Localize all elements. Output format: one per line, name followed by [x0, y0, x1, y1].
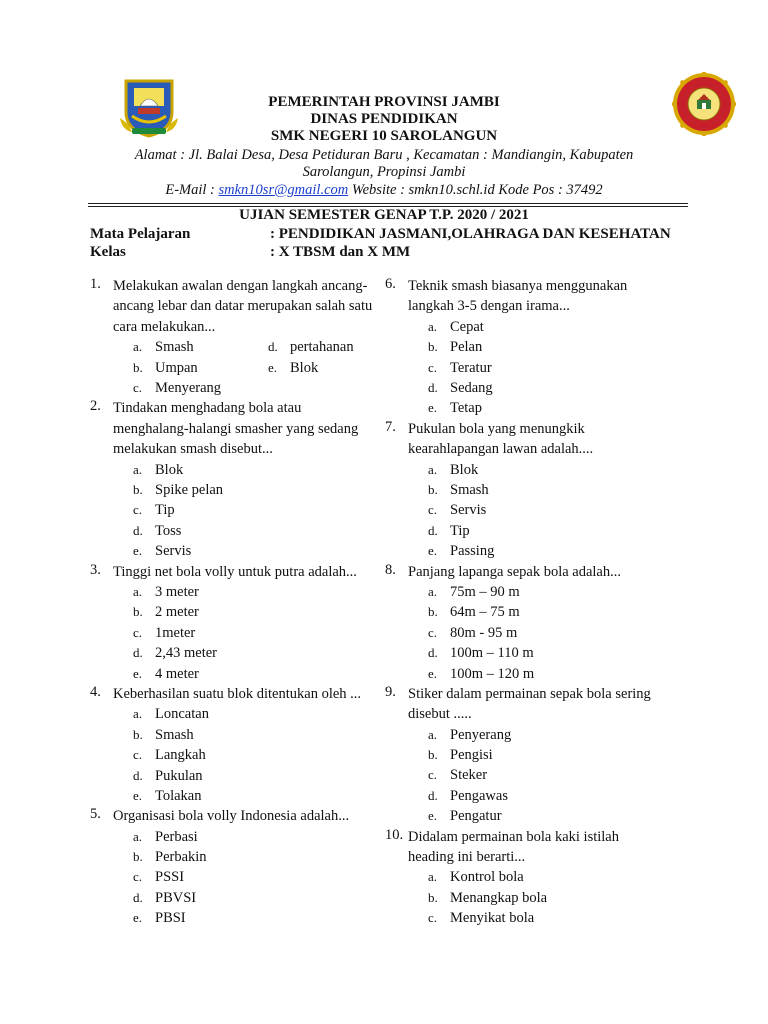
answer-option	[133, 908, 390, 928]
question-item	[385, 419, 685, 562]
option-text: Loncatan	[155, 706, 209, 723]
answer-option	[133, 521, 390, 541]
class-value: : X TBSM dan X MM	[270, 244, 411, 260]
email-label: E-Mail :	[165, 182, 219, 198]
option-letter: c.	[428, 767, 438, 783]
answer-option	[428, 908, 685, 928]
answer-option	[133, 480, 390, 500]
answer-option	[133, 827, 390, 847]
option-letter: b.	[428, 604, 438, 620]
header-contact-line	[100, 182, 668, 199]
question-item	[385, 827, 685, 929]
answer-option	[133, 664, 390, 684]
question-text	[408, 684, 685, 725]
option-text: Tolakan	[155, 787, 202, 804]
option-letter: a.	[428, 461, 438, 477]
question-text-line: Organisasi bola volly Indonesia adalah...	[113, 808, 350, 825]
header-line-department: DINAS PENDIDIKAN	[310, 111, 458, 127]
answer-options	[133, 460, 390, 562]
option-letter: b.	[133, 726, 143, 742]
subject-label: Mata Pelajaran	[90, 226, 191, 242]
question-text	[113, 562, 390, 582]
question-item	[385, 562, 685, 684]
question-number: 5.	[90, 806, 101, 823]
question-number: 7.	[385, 418, 396, 435]
option-letter: e.	[428, 808, 438, 824]
answer-option	[428, 867, 685, 887]
question-text-line: Tindakan menghadang bola atau	[113, 400, 302, 417]
option-letter: e.	[428, 400, 438, 416]
option-letter: a.	[428, 726, 438, 742]
option-text: Umpan	[155, 359, 198, 376]
question-text-line: Tinggi net bola volly untuk putra adalah...	[113, 563, 357, 580]
question-number: 3.	[90, 561, 101, 578]
answer-option	[133, 745, 390, 765]
question-text-line: menghalang-halangi smasher yang sedang	[113, 420, 359, 437]
option-text: Blok	[155, 461, 184, 478]
option-letter: d.	[133, 645, 143, 661]
option-letter: b.	[428, 889, 438, 905]
answer-option	[133, 786, 390, 806]
option-letter: c.	[133, 502, 143, 518]
question-item	[90, 398, 390, 561]
option-letter: a.	[428, 583, 438, 599]
option-text: 4 meter	[155, 665, 199, 682]
option-letter: a.	[133, 583, 143, 599]
option-text: Menangkap bola	[450, 889, 548, 906]
option-text: Pelan	[450, 339, 483, 356]
option-letter: e.	[133, 543, 143, 559]
option-text: 1meter	[155, 624, 196, 641]
option-letter: a.	[428, 869, 438, 885]
question-text-line: Stiker dalam permainan sepak bola sering	[408, 685, 651, 702]
option-text: Servis	[450, 502, 487, 519]
option-letter: a.	[133, 461, 143, 477]
answer-options	[133, 827, 390, 929]
option-letter: c.	[133, 380, 143, 395]
answer-option	[428, 337, 685, 357]
answer-option	[428, 888, 685, 908]
answer-option	[133, 358, 390, 378]
option-text: 2 meter	[155, 604, 199, 621]
option-text: Toss	[155, 522, 182, 539]
answer-option	[428, 623, 685, 643]
answer-option	[133, 867, 390, 887]
option-letter: d.	[428, 379, 438, 395]
option-letter: d.	[268, 339, 278, 355]
option-text: Tip	[155, 502, 175, 519]
question-text	[408, 827, 685, 868]
question-text-line: kearahlapangan lawan adalah....	[408, 441, 594, 458]
answer-option	[133, 500, 390, 520]
question-text-line: disebut .....	[408, 706, 472, 723]
answer-option	[133, 643, 390, 663]
answer-option	[428, 786, 685, 806]
option-letter: e.	[428, 665, 438, 681]
answer-option	[428, 745, 685, 765]
option-letter: a.	[133, 339, 143, 355]
answer-option	[428, 664, 685, 684]
exam-title: UJIAN SEMESTER GENAP T.P. 2020 / 2021	[239, 207, 529, 223]
option-text: Cepat	[450, 318, 484, 335]
option-text: Tip	[450, 522, 470, 539]
question-number: 1.	[90, 276, 101, 292]
option-text: pertahanan	[290, 339, 354, 356]
option-text: 75m – 90 m	[450, 583, 520, 600]
question-item	[385, 684, 685, 827]
answer-option	[133, 766, 390, 786]
option-letter: b.	[133, 482, 143, 497]
answer-option	[133, 337, 390, 357]
question-text-line: cara melakukan...	[113, 318, 216, 335]
header-line-government: PEMERINTAH PROVINSI JAMBI	[268, 94, 500, 110]
answer-option	[428, 500, 685, 520]
question-text-line: Melakukan awalan dengan langkah ancang-	[113, 278, 368, 294]
answer-options	[428, 725, 685, 827]
question-text-line: ancang lebar dan datar merupakan salah satu	[113, 298, 373, 315]
question-text	[408, 276, 685, 317]
option-text: PSSI	[155, 869, 185, 886]
option-letter: c.	[133, 624, 143, 640]
question-item	[90, 276, 390, 398]
option-text: Penyerang	[450, 726, 512, 743]
option-letter: d.	[428, 787, 438, 803]
option-letter: b.	[133, 359, 143, 375]
answer-option	[428, 765, 685, 785]
answer-option	[133, 602, 390, 622]
option-text: Kontrol bola	[450, 869, 524, 886]
answer-option	[133, 460, 390, 480]
answer-option	[133, 623, 390, 643]
option-letter: e.	[268, 359, 278, 375]
question-number: 2.	[90, 398, 101, 415]
question-text	[113, 276, 390, 337]
answer-option	[428, 643, 685, 663]
subject-row	[90, 226, 671, 243]
option-letter: e.	[133, 910, 143, 926]
option-letter: c.	[428, 359, 438, 375]
option-text: Smash	[155, 726, 194, 743]
question-text	[113, 398, 390, 459]
option-text: Blok	[450, 461, 479, 478]
option-letter: c.	[428, 502, 438, 518]
option-text: Sedang	[450, 379, 493, 396]
option-text: PBVSI	[155, 889, 197, 906]
question-number: 9.	[385, 683, 396, 700]
answer-option	[133, 582, 390, 602]
option-text: 80m - 95 m	[450, 624, 518, 641]
option-letter: e.	[428, 543, 438, 559]
option-text: Langkah	[155, 747, 206, 764]
option-letter: c.	[428, 624, 438, 640]
option-text: Pengisi	[450, 747, 493, 764]
question-number: 4.	[90, 683, 101, 700]
answer-option	[428, 317, 685, 337]
question-item	[90, 806, 390, 928]
option-text: Servis	[155, 543, 192, 560]
option-text: Pukulan	[155, 767, 203, 784]
questions-right-column	[385, 276, 685, 929]
option-letter: e.	[133, 787, 143, 803]
answer-options	[428, 582, 685, 684]
questions-left-column	[90, 276, 390, 929]
option-letter: a.	[133, 706, 143, 722]
question-text	[408, 562, 685, 582]
answer-options	[428, 317, 685, 419]
option-text: Passing	[450, 543, 495, 560]
answer-options	[133, 582, 390, 684]
option-text: Pengatur	[450, 808, 502, 825]
option-text: Tetap	[450, 400, 482, 417]
option-text: PBSI	[155, 910, 186, 927]
answer-option	[133, 725, 390, 745]
answer-options	[428, 867, 685, 928]
answer-option	[428, 602, 685, 622]
option-text: Perbasi	[155, 828, 198, 845]
option-letter: c.	[428, 910, 438, 926]
class-label: Kelas	[90, 244, 126, 260]
option-letter: b.	[133, 604, 143, 620]
option-text: Smash	[155, 339, 194, 356]
option-text: Smash	[450, 481, 489, 498]
option-text: Teratur	[450, 359, 492, 376]
option-text: Pengawas	[450, 787, 508, 804]
answer-option	[428, 725, 685, 745]
option-letter: d.	[133, 889, 143, 905]
option-text: Perbakin	[155, 849, 207, 866]
question-text-line: melakukan smash disebut...	[113, 441, 273, 458]
answer-option	[133, 378, 390, 398]
answer-option	[428, 582, 685, 602]
answer-options	[133, 337, 390, 398]
answer-options	[133, 704, 390, 806]
answer-option	[133, 541, 390, 561]
option-letter: b.	[428, 339, 438, 355]
option-text: Blok	[290, 359, 319, 376]
option-letter: b.	[428, 481, 438, 497]
option-text: 100m – 110 m	[450, 645, 534, 662]
answer-option	[428, 398, 685, 418]
option-letter: d.	[428, 645, 438, 661]
answer-option	[133, 704, 390, 724]
option-text: Menyikat bola	[450, 910, 535, 927]
answer-option	[428, 541, 685, 561]
email-link[interactable]: smkn10sr@gmail.com	[218, 182, 349, 198]
answer-option	[428, 806, 685, 826]
answer-option	[428, 460, 685, 480]
option-text: Menyerang	[155, 380, 222, 396]
option-text: Steker	[450, 767, 488, 784]
question-text	[113, 684, 390, 704]
answer-option	[133, 888, 390, 908]
option-letter: c.	[133, 869, 143, 885]
website-postcode: Website : smkn10.schl.id Kode Pos : 37492	[348, 182, 603, 198]
answer-option	[133, 847, 390, 867]
question-text-line: Keberhasilan suatu blok ditentukan oleh ...	[113, 685, 362, 702]
option-letter: d.	[133, 767, 143, 783]
option-text: 2,43 meter	[155, 645, 218, 662]
question-text-line: Panjang lapanga sepak bola adalah...	[408, 563, 621, 580]
option-text: 3 meter	[155, 583, 199, 600]
header-address-line1: Alamat : Jl. Balai Desa, Desa Petiduran Baru , Kecamatan : Mandiangin, Kabupaten	[134, 147, 634, 163]
option-letter: a.	[428, 318, 438, 334]
answer-option	[428, 521, 685, 541]
question-item	[90, 684, 390, 806]
question-text	[113, 806, 390, 826]
answer-options	[428, 460, 685, 562]
option-letter: c.	[133, 747, 143, 763]
question-text-line: langkah 3-5 dengan irama...	[408, 298, 570, 315]
question-text	[408, 419, 685, 460]
option-letter: d.	[133, 522, 143, 538]
question-item	[90, 562, 390, 684]
question-text-line: Pukulan bola yang menungkik	[408, 420, 585, 437]
subject-value: : PENDIDIKAN JASMANI,OLAHRAGA DAN KESEHATAN	[270, 226, 671, 242]
option-letter: d.	[428, 522, 438, 538]
option-text: 100m – 120 m	[450, 665, 535, 682]
option-letter: b.	[133, 849, 143, 865]
question-text-line: Teknik smash biasanya menggunakan	[408, 278, 628, 294]
question-number: 10.	[385, 826, 404, 843]
option-letter: a.	[133, 828, 143, 844]
question-number: 6.	[385, 276, 396, 292]
question-number: 8.	[385, 561, 396, 578]
header-divider-thick	[88, 203, 688, 204]
header-line-school: SMK NEGERI 10 SAROLANGUN	[270, 128, 498, 144]
question-text-line: heading ini berarti...	[408, 849, 526, 866]
option-text: 64m – 75 m	[450, 604, 520, 621]
question-text-line: Didalam permainan bola kaki istilah	[408, 828, 619, 845]
answer-option	[428, 358, 685, 378]
option-letter: e.	[133, 665, 143, 681]
answer-option	[428, 480, 685, 500]
class-row	[90, 244, 411, 261]
option-text: Spike pelan	[155, 482, 224, 498]
question-item	[385, 276, 685, 419]
option-letter: b.	[428, 747, 438, 763]
school-seal-logo	[672, 72, 736, 136]
header-address-line2: Sarolangun, Propinsi Jambi	[302, 164, 466, 180]
answer-option	[428, 378, 685, 398]
